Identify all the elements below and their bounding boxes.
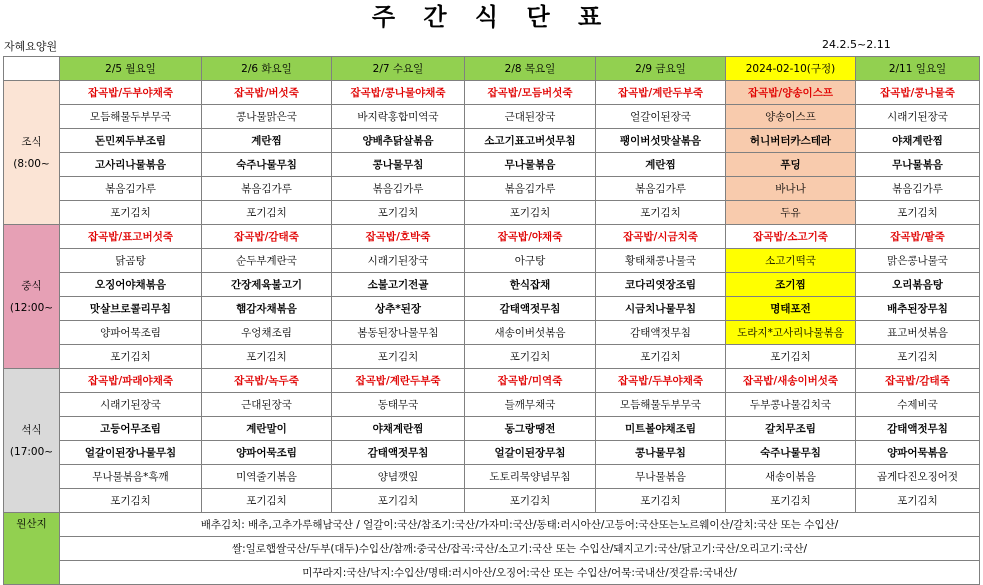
lunch-row: [4, 321, 980, 345]
menu-cell: 오징어야채볶음: [60, 273, 202, 297]
menu-cell: 봄동된장나물무침: [332, 321, 465, 345]
menu-cell: 양파어묵볶음: [856, 441, 980, 465]
menu-cell: 볶음김가루: [856, 177, 980, 201]
menu-cell: 포기김치: [202, 201, 332, 225]
menu-cell: 볶음김가루: [596, 177, 726, 201]
menu-cell: 잡곡밥/감태죽: [856, 369, 980, 393]
origin-label: 원산지: [4, 513, 60, 585]
day-header-thu: 2/8 목요일: [465, 57, 596, 81]
menu-cell: 잡곡밥/콩나물죽: [856, 81, 980, 105]
page-title: 주 간 식 단 표: [371, 3, 612, 31]
menu-cell: 간장제육불고기: [202, 273, 332, 297]
day-header-tue: 2/6 화요일: [202, 57, 332, 81]
menu-cell: 잡곡밥/녹두죽: [202, 369, 332, 393]
menu-cell: 감태액젓무침: [465, 297, 596, 321]
breakfast-row: [4, 177, 980, 201]
menu-cell: 볶음김가루: [202, 177, 332, 201]
menu-cell: 포기김치: [60, 201, 202, 225]
menu-cell: 콩나물무침: [332, 153, 465, 177]
origin-text: 미꾸라지:국산/낙지:수입산/명태:러시아산/오징어:국산 또는 수입산/어묵:국내산/젓갈류:국내산/: [60, 561, 980, 585]
menu-cell: 모듬해물두부무국: [60, 105, 202, 129]
menu-cell: 콩나물맑은국: [202, 105, 332, 129]
menu-cell: 들깨무채국: [465, 393, 596, 417]
menu-cell: 숙주나물무침: [202, 153, 332, 177]
breakfast-row: [4, 201, 980, 225]
day-header-fri: 2/9 금요일: [596, 57, 726, 81]
menu-cell: 볶음김가루: [332, 177, 465, 201]
menu-cell: 소불고기전골: [332, 273, 465, 297]
menu-cell: 잡곡밥/버섯죽: [202, 81, 332, 105]
meal-time: (8:00~: [13, 157, 50, 170]
menu-cell: 시래기된장국: [332, 249, 465, 273]
menu-cell: 포기김치: [202, 489, 332, 513]
menu-cell: 볶음김가루: [60, 177, 202, 201]
menu-cell: 동그랑땡전: [465, 417, 596, 441]
menu-cell: 새송이버섯볶음: [465, 321, 596, 345]
menu-cell: 잡곡밥/계란두부죽: [332, 369, 465, 393]
menu-cell: 감태액젓무침: [332, 441, 465, 465]
menu-cell: 감태액젓무침: [856, 417, 980, 441]
menu-cell: 잡곡밥/새송이버섯죽: [726, 369, 856, 393]
menu-cell: 고등어무조림: [60, 417, 202, 441]
menu-cell: 오리볶음탕: [856, 273, 980, 297]
menu-cell: 명태포전: [726, 297, 856, 321]
menu-cell: 포기김치: [596, 345, 726, 369]
menu-cell: 무나물볶음: [856, 153, 980, 177]
menu-cell: 갈치무조림: [726, 417, 856, 441]
dinner-row: [4, 489, 980, 513]
menu-cell: 햄감자채볶음: [202, 297, 332, 321]
menu-cell: 포기김치: [332, 345, 465, 369]
meal-name: 조식: [21, 135, 42, 148]
day-header-mon: 2/5 월요일: [60, 57, 202, 81]
menu-cell: 소고기떡국: [726, 249, 856, 273]
menu-cell: 잡곡밥/콩나물야채죽: [332, 81, 465, 105]
menu-cell: 포기김치: [465, 201, 596, 225]
weekly-menu-table: [3, 56, 980, 585]
menu-cell: 계란말이: [202, 417, 332, 441]
menu-cell: 잡곡밥/시금치죽: [596, 225, 726, 249]
menu-cell: 숙주나물무침: [726, 441, 856, 465]
dinner-row: [4, 417, 980, 441]
menu-cell: 얼갈이된장나물무침: [60, 441, 202, 465]
menu-cell: 콩나물무침: [596, 441, 726, 465]
menu-cell: 계란찜: [202, 129, 332, 153]
lunch-row: [4, 297, 980, 321]
menu-cell: 잡곡밥/야채죽: [465, 225, 596, 249]
menu-cell: 맑은콩나물국: [856, 249, 980, 273]
lunch-row: [4, 249, 980, 273]
menu-cell: 바지락홍합미역국: [332, 105, 465, 129]
menu-cell: 두유: [726, 201, 856, 225]
menu-cell: 미역줄기볶음: [202, 465, 332, 489]
menu-cell: 근대된장국: [465, 105, 596, 129]
menu-cell: 시금치나물무침: [596, 297, 726, 321]
corner-cell: [4, 57, 60, 81]
dinner-label: [4, 369, 60, 513]
date-range: 24.2.5~2.11: [822, 38, 891, 51]
meal-time: (17:00~: [9, 445, 54, 458]
menu-cell: 조기찜: [726, 273, 856, 297]
menu-cell: 잡곡밥/계란두부죽: [596, 81, 726, 105]
menu-cell: 잡곡밥/미역죽: [465, 369, 596, 393]
origin-row: [4, 537, 980, 561]
menu-cell: 고사리나물볶음: [60, 153, 202, 177]
menu-cell: 새송이볶음: [726, 465, 856, 489]
menu-cell: 맛살브로콜리무침: [60, 297, 202, 321]
menu-cell: 도라지*고사리나물볶음: [726, 321, 856, 345]
menu-cell: 소고기표고버섯무침: [465, 129, 596, 153]
menu-cell: 표고버섯볶음: [856, 321, 980, 345]
meal-name: 석식: [21, 423, 42, 436]
menu-cell: 수제비국: [856, 393, 980, 417]
menu-cell: 닭곰탕: [60, 249, 202, 273]
breakfast-row: [4, 105, 980, 129]
lunch-row: [4, 273, 980, 297]
menu-cell: 포기김치: [60, 345, 202, 369]
menu-cell: 푸딩: [726, 153, 856, 177]
menu-cell: 아구탕: [465, 249, 596, 273]
menu-cell: 잡곡밥/두부야채죽: [596, 369, 726, 393]
facility-name: 자혜요양원: [4, 40, 58, 53]
origin-row: [4, 513, 980, 537]
menu-cell: 미트볼야채조림: [596, 417, 726, 441]
menu-cell: 포기김치: [596, 201, 726, 225]
breakfast-row: [4, 129, 980, 153]
breakfast-label: [4, 81, 60, 225]
menu-cell: 포기김치: [202, 345, 332, 369]
menu-cell: 황태채콩나물국: [596, 249, 726, 273]
origin-text: 배추김치: 배추,고추가루해남국산 / 얼갈이:국산/참조기:국산/가자미:국산/동태:러시아산/고등어:국산또는노르웨이산/갈치:국산 또는 수입산/: [60, 513, 980, 537]
meal-time: (12:00~: [9, 301, 54, 314]
breakfast-row: [4, 81, 980, 105]
menu-cell: 볶음김가루: [465, 177, 596, 201]
menu-cell: 시래기된장국: [856, 105, 980, 129]
menu-cell: 잡곡밥/두부야채죽: [60, 81, 202, 105]
menu-cell: 감태액젓무침: [596, 321, 726, 345]
breakfast-row: [4, 153, 980, 177]
menu-cell: 얼갈이된장국: [596, 105, 726, 129]
menu-cell: 배추된장무침: [856, 297, 980, 321]
menu-cell: 야채계란찜: [332, 417, 465, 441]
menu-cell: 무나물볶음: [465, 153, 596, 177]
menu-cell: 돈민찌두부조림: [60, 129, 202, 153]
menu-cell: 양념깻잎: [332, 465, 465, 489]
menu-cell: 시래기된장국: [60, 393, 202, 417]
menu-cell: 우엉채조림: [202, 321, 332, 345]
lunch-label: [4, 225, 60, 369]
dinner-row: [4, 441, 980, 465]
origin-row: [4, 561, 980, 585]
menu-cell: 잡곡밥/호박죽: [332, 225, 465, 249]
dinner-row: [4, 465, 980, 489]
day-header-sat-holiday: 2024-02-10(구정): [726, 57, 856, 81]
menu-cell: 도토리묵양념무침: [465, 465, 596, 489]
menu-cell: 야채계란찜: [856, 129, 980, 153]
menu-cell: 포기김치: [60, 489, 202, 513]
menu-cell: 동태무국: [332, 393, 465, 417]
dinner-row: [4, 369, 980, 393]
menu-cell: 포기김치: [726, 489, 856, 513]
menu-cell: 포기김치: [726, 345, 856, 369]
menu-cell: 무나물볶음: [596, 465, 726, 489]
menu-cell: 근대된장국: [202, 393, 332, 417]
menu-cell: 순두부계란국: [202, 249, 332, 273]
menu-cell: 팽이버섯맛살볶음: [596, 129, 726, 153]
menu-cell: 잡곡밥/소고기죽: [726, 225, 856, 249]
menu-cell: 두부콩나물김치국: [726, 393, 856, 417]
menu-cell: 포기김치: [856, 345, 980, 369]
menu-cell: 잡곡밥/모듬버섯죽: [465, 81, 596, 105]
menu-cell: 포기김치: [465, 489, 596, 513]
day-header-wed: 2/7 수요일: [332, 57, 465, 81]
menu-cell: 포기김치: [332, 201, 465, 225]
menu-cell: 양파어묵조림: [60, 321, 202, 345]
menu-cell: 무나물볶음*흑깨: [60, 465, 202, 489]
menu-cell: 허니버터카스테라: [726, 129, 856, 153]
menu-cell: 포기김치: [856, 489, 980, 513]
menu-cell: 양파어묵조림: [202, 441, 332, 465]
menu-cell: 바나나: [726, 177, 856, 201]
origin-text: 쌀:일로햅쌀국산/두부(대두)수입산/참깨:중국산/잡곡:국산/소고기:국산 또는 수입산/돼지고기:국산/닭고기:국산/오리고기:국산/: [60, 537, 980, 561]
menu-cell: 얼갈이된장무침: [465, 441, 596, 465]
menu-cell: 양배추닭살볶음: [332, 129, 465, 153]
menu-cell: 상추*된장: [332, 297, 465, 321]
menu-cell: 잡곡밥/감태죽: [202, 225, 332, 249]
lunch-row: [4, 225, 980, 249]
menu-cell: 포기김치: [332, 489, 465, 513]
menu-cell: 모듬해물두부무국: [596, 393, 726, 417]
menu-cell: 포기김치: [856, 201, 980, 225]
menu-cell: 한식잡채: [465, 273, 596, 297]
menu-cell: 코다리엿장조림: [596, 273, 726, 297]
meal-name: 중식: [21, 279, 42, 292]
menu-cell: 포기김치: [596, 489, 726, 513]
menu-cell: 포기김치: [465, 345, 596, 369]
menu-cell: 곱게다진오징어젓: [856, 465, 980, 489]
menu-cell: 잡곡밥/파래야채죽: [60, 369, 202, 393]
dinner-row: [4, 393, 980, 417]
menu-cell: 계란찜: [596, 153, 726, 177]
menu-cell: 잡곡밥/표고버섯죽: [60, 225, 202, 249]
menu-cell: 잡곡밥/양송이스프: [726, 81, 856, 105]
lunch-row: [4, 345, 980, 369]
day-header-row: [4, 57, 980, 81]
menu-cell: 잡곡밥/팥죽: [856, 225, 980, 249]
day-header-sun: 2/11 일요일: [856, 57, 980, 81]
menu-cell: 양송이스프: [726, 105, 856, 129]
